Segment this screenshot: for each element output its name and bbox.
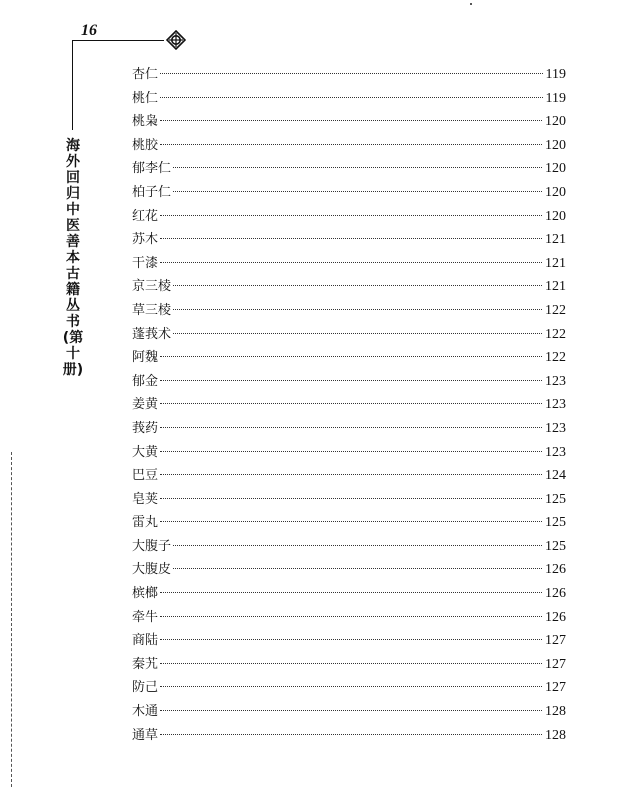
- toc-entry: [132, 63, 566, 87]
- toc-entry-page: 122: [545, 302, 566, 318]
- toc-entry-name: 大黄: [132, 444, 159, 460]
- toc-entry-page: 120: [545, 208, 566, 224]
- toc-entry: [132, 228, 566, 252]
- toc-entry: [132, 87, 566, 111]
- toc-dot-leader: [160, 473, 542, 475]
- toc-dot-leader: [160, 96, 543, 98]
- toc-entry-name: 阿魏: [132, 350, 159, 366]
- toc-entry-name: 大腹子: [132, 538, 172, 554]
- toc-entry-page: 127: [545, 680, 566, 696]
- toc-dot-leader: [160, 355, 542, 357]
- toc-entry-page: 120: [545, 114, 566, 130]
- toc-dot-leader: [160, 520, 542, 522]
- toc-dot-leader: [160, 615, 542, 617]
- toc-dot-leader: [160, 379, 542, 381]
- toc-dot-leader: [160, 638, 542, 640]
- toc-entry: [132, 441, 566, 465]
- toc-entry-page: 122: [545, 350, 566, 366]
- toc-entry-name: 郁李仁: [132, 161, 172, 177]
- toc-entry-page: 123: [545, 397, 566, 413]
- toc-entry-page: 121: [545, 279, 566, 295]
- toc-entry-page: 128: [545, 727, 566, 743]
- page-number: 16: [81, 22, 97, 39]
- toc-entry-page: 119: [545, 67, 566, 82]
- toc-entry-page: 127: [545, 633, 566, 649]
- toc-entry-name: 巴豆: [132, 468, 159, 484]
- toc-dot-leader: [160, 685, 542, 687]
- toc-entry-page: 124: [545, 468, 566, 484]
- toc-entry-name: 红花: [132, 208, 159, 224]
- toc-entry-page: 120: [545, 137, 566, 153]
- toc-entry: [132, 488, 566, 512]
- toc-dot-leader: [160, 237, 542, 239]
- toc-entry: [132, 205, 566, 229]
- toc-entry-page: 127: [545, 656, 566, 672]
- toc-entry: [132, 417, 566, 441]
- toc-entry: [132, 181, 566, 205]
- toc-entry-name: 牵牛: [132, 609, 159, 625]
- toc-entry-page: 128: [545, 704, 566, 720]
- toc-entry-page: 126: [545, 609, 566, 625]
- toc-entry-name: 郁金: [132, 373, 159, 389]
- toc-entry: [132, 370, 566, 394]
- toc-entry: [132, 582, 566, 606]
- header-rule: [72, 40, 164, 41]
- toc-entry-page: 126: [545, 562, 566, 578]
- toc-dot-leader: [160, 143, 542, 145]
- toc-dot-leader: [173, 166, 542, 168]
- toc-entry-name: 桃胶: [132, 137, 159, 153]
- toc-entry-name: 苏木: [132, 232, 159, 248]
- toc-entry-page: 119: [545, 90, 566, 106]
- toc-entry: [132, 676, 566, 700]
- toc-entry-page: 123: [545, 420, 566, 436]
- toc-entry-name: 桃仁: [132, 90, 159, 106]
- toc-entry: [132, 558, 566, 582]
- toc-entry-name: 通草: [132, 727, 159, 743]
- toc-entry: [132, 535, 566, 559]
- toc-entry: [132, 275, 566, 299]
- toc-entry: [132, 252, 566, 276]
- ornament-icon: [166, 30, 186, 50]
- toc-dot-leader: [160, 402, 542, 404]
- toc-entry-page: 125: [545, 515, 566, 531]
- toc-entry-page: 122: [545, 326, 566, 342]
- series-title: 海外回归中医善本古籍丛书(第十册): [62, 138, 84, 378]
- toc-entry-page: 125: [545, 538, 566, 554]
- toc-entry-name: 防己: [132, 680, 159, 696]
- toc-entry: [132, 700, 566, 724]
- toc-dot-leader: [160, 450, 542, 452]
- toc-entry-page: 126: [545, 586, 566, 602]
- toc-dot-leader: [173, 544, 542, 546]
- toc-entry-page: 123: [545, 373, 566, 389]
- toc-entry: [132, 299, 566, 323]
- toc-entry-page: 121: [545, 232, 566, 248]
- toc-dot-leader: [160, 497, 542, 499]
- toc-entry-name: 草三棱: [132, 302, 172, 318]
- toc-entry: [132, 157, 566, 181]
- toc-entry-name: 杏仁: [132, 67, 159, 82]
- toc-entry: [132, 323, 566, 347]
- toc-entry: [132, 393, 566, 417]
- toc-entry-page: 120: [545, 184, 566, 200]
- toc-entry-name: 木通: [132, 704, 159, 720]
- toc-dot-leader: [160, 662, 542, 664]
- toc-entry-name: 姜黄: [132, 397, 159, 413]
- toc-entry: [132, 606, 566, 630]
- toc-entry-name: 皂荚: [132, 491, 159, 507]
- toc-entry: [132, 134, 566, 158]
- toc-dot-leader: [173, 567, 542, 569]
- toc-dot-leader: [160, 261, 542, 263]
- toc-entry-name: 柏子仁: [132, 184, 172, 200]
- toc-entry-page: 120: [545, 161, 566, 177]
- margin-line: [11, 452, 12, 787]
- toc-dot-leader: [160, 119, 542, 121]
- toc-dot-leader: [160, 591, 542, 593]
- vertical-rule: [72, 40, 73, 130]
- toc-dot-leader: [160, 426, 542, 428]
- toc-entry: [132, 724, 566, 748]
- toc-dot-leader: [173, 190, 542, 192]
- toc-entry-name: 京三棱: [132, 279, 172, 295]
- toc-entry-name: 雷丸: [132, 515, 159, 531]
- table-of-contents: [132, 63, 566, 747]
- toc-entry-name: 商陆: [132, 633, 159, 649]
- toc-entry: [132, 346, 566, 370]
- toc-entry-name: 桃枭: [132, 114, 159, 130]
- toc-dot-leader: [160, 214, 542, 216]
- toc-dot-leader: [173, 332, 542, 334]
- toc-entry: [132, 629, 566, 653]
- toc-dot-leader: [173, 284, 542, 286]
- toc-entry-page: 125: [545, 491, 566, 507]
- toc-entry-name: 莪药: [132, 420, 159, 436]
- toc-entry-name: 大腹皮: [132, 562, 172, 578]
- toc-entry: [132, 110, 566, 134]
- toc-entry-page: 121: [545, 255, 566, 271]
- toc-entry-name: 秦艽: [132, 656, 159, 672]
- toc-dot-leader: [160, 709, 542, 711]
- toc-entry: [132, 653, 566, 677]
- toc-dot-leader: [160, 72, 543, 74]
- toc-entry: [132, 464, 566, 488]
- stray-dot: [470, 3, 472, 5]
- toc-entry-name: 蓬莪术: [132, 326, 172, 342]
- toc-entry-name: 槟榔: [132, 586, 159, 602]
- toc-entry-name: 干漆: [132, 255, 159, 271]
- toc-entry-page: 123: [545, 444, 566, 460]
- toc-entry: [132, 511, 566, 535]
- toc-dot-leader: [173, 308, 542, 310]
- toc-dot-leader: [160, 733, 542, 735]
